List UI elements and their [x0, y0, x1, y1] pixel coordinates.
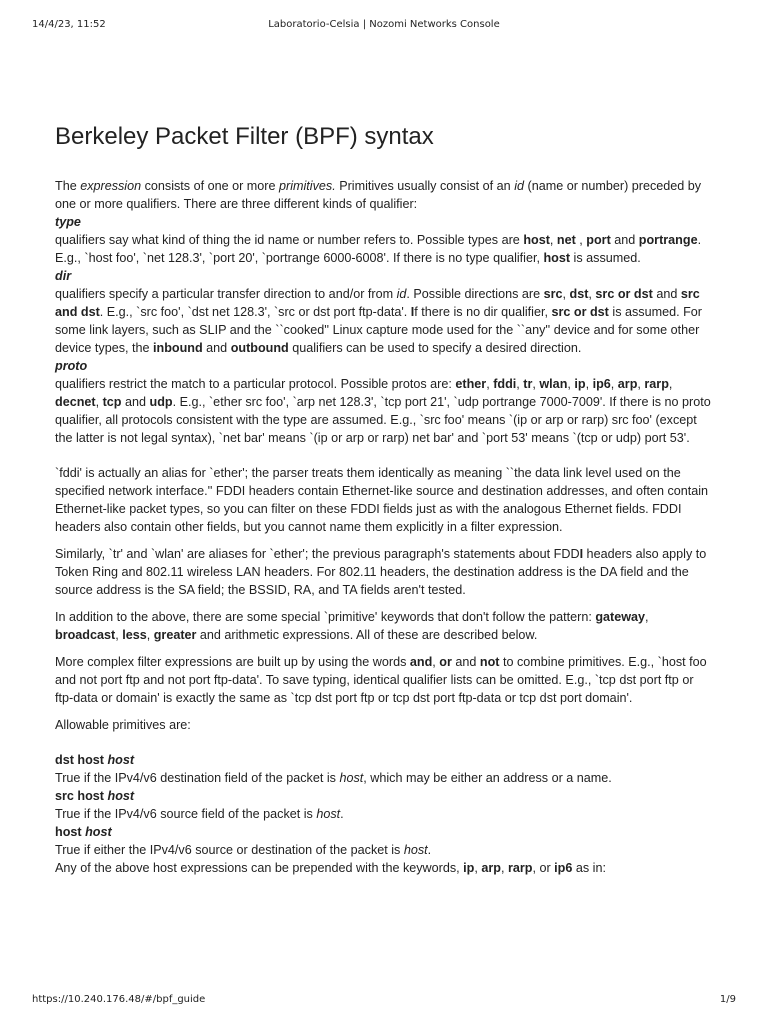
paragraph: True if either the IPv4/v6 source or destination of the packet is host.	[55, 843, 432, 857]
page-number: 1/9	[719, 994, 736, 1005]
paragraph: qualifiers say what kind of thing the id name or number refers to. Possible types are host, net , port and portrange. E.g., `host foo', `net 128.3', `port 20', `portrange 6000-6008'. If there is no type qualifier, host is assumed.	[55, 233, 702, 265]
primitive-heading: host host	[55, 825, 112, 839]
paragraph: True if the IPv4/v6 source field of the packet is host.	[55, 807, 344, 821]
document-body	[55, 115, 715, 877]
paragraph: `fddi' is actually an alias for `ether'; the parser treats them identically as meaning ``the data link level used on the specified network interface.'' FDDI headers contain Ethernet-like source and destination addresses, and often contain Ethernet-like packet types, so you can filter on these FDDI fields just as with the analogous Ethernet fields. FDDI headers also contain other fields, but you cannot name them explicitly in a filter expression.	[55, 466, 709, 534]
print-datetime: 14/4/23, 11:52	[32, 19, 106, 30]
print-footer	[32, 994, 736, 1008]
paragraph: Similarly, `tr' and `wlan' are aliases for `ether'; the previous paragraph's statements about FDDI headers also apply to Token Ring and 802.11 wireless LAN headers. For 802.11 headers, the destination address is the DA field and the source address is the SA field; the BSSID, RA, and TA fields aren't tested.	[55, 547, 707, 597]
paragraph: In addition to the above, there are some special `primitive' keywords that don't follow the pattern: gateway, broadcast, less, greater and arithmetic expressions. All of these are described below.	[55, 610, 649, 642]
paragraph: qualifiers restrict the match to a particular protocol. Possible protos are: ether, fddi, tr, wlan, ip, ip6, arp, rarp, decnet, tcp and udp. E.g., `ether src foo', `arp net 128.3', `tcp port 21', `udp portrange 7000-7009'. If there is no proto qualifier, all protocols consistent with the type are assumed. E.g., `src foo' means `(ip or arp or rarp) src foo' (except the latter is not legal syntax), `net bar' means `(ip or arp or rarp) net bar' and `port 53' means `(tcp or udp) port 53'.	[55, 377, 711, 445]
paragraph: qualifiers specify a particular transfer direction to and/or from id. Possible directions are src, dst, src or dst and src and dst. E.g., `src foo', `dst net 128.3', `src or dst port ftp-data'. If there is no dir qualifier, src or dst is assumed. For some link layers, such as SLIP and the ``cooked'' Linux capture mode used for the ``any'' device and for some other device types, the inbound and outbound qualifiers can be used to specify a desired direction.	[55, 287, 702, 355]
paragraph: Any of the above host expressions can be prepended with the keywords, ip, arp, rarp, or ip6 as in:	[55, 861, 606, 875]
paragraph: The expression consists of one or more primitives. Primitives usually consist of an id (name or number) preceded by one or more qualifiers. There are three different kinds of qualifier:	[55, 179, 702, 211]
primitive-heading: dst host host	[55, 753, 135, 767]
paragraph: Allowable primitives are:	[55, 718, 191, 732]
qualifier-term: proto	[55, 359, 88, 373]
qualifier-term: dir	[55, 269, 72, 283]
primitive-heading: src host host	[55, 789, 135, 803]
print-url: https://10.240.176.48/#/bpf_guide	[32, 994, 206, 1005]
paragraph: More complex filter expressions are built up by using the words and, or and not to combine primitives. E.g., `host foo and not port ftp and not port ftp-data'. To save typing, identical qualifier lists can be omitted. E.g., `tcp dst port ftp or ftp-data or domain' is exactly the same as `tcp dst port ftp or tcp dst port ftp-data or tcp dst port domain'.	[55, 655, 707, 705]
paragraph: True if the IPv4/v6 destination field of the packet is host, which may be either an address or a name.	[55, 771, 612, 785]
document-text	[55, 177, 715, 877]
print-header	[32, 19, 736, 33]
print-tab-title: Laboratorio-Celsia | Nozomi Networks Console	[268, 19, 500, 30]
page-title: Berkeley Packet Filter (BPF) syntax	[55, 123, 434, 150]
qualifier-term: type	[55, 215, 81, 229]
